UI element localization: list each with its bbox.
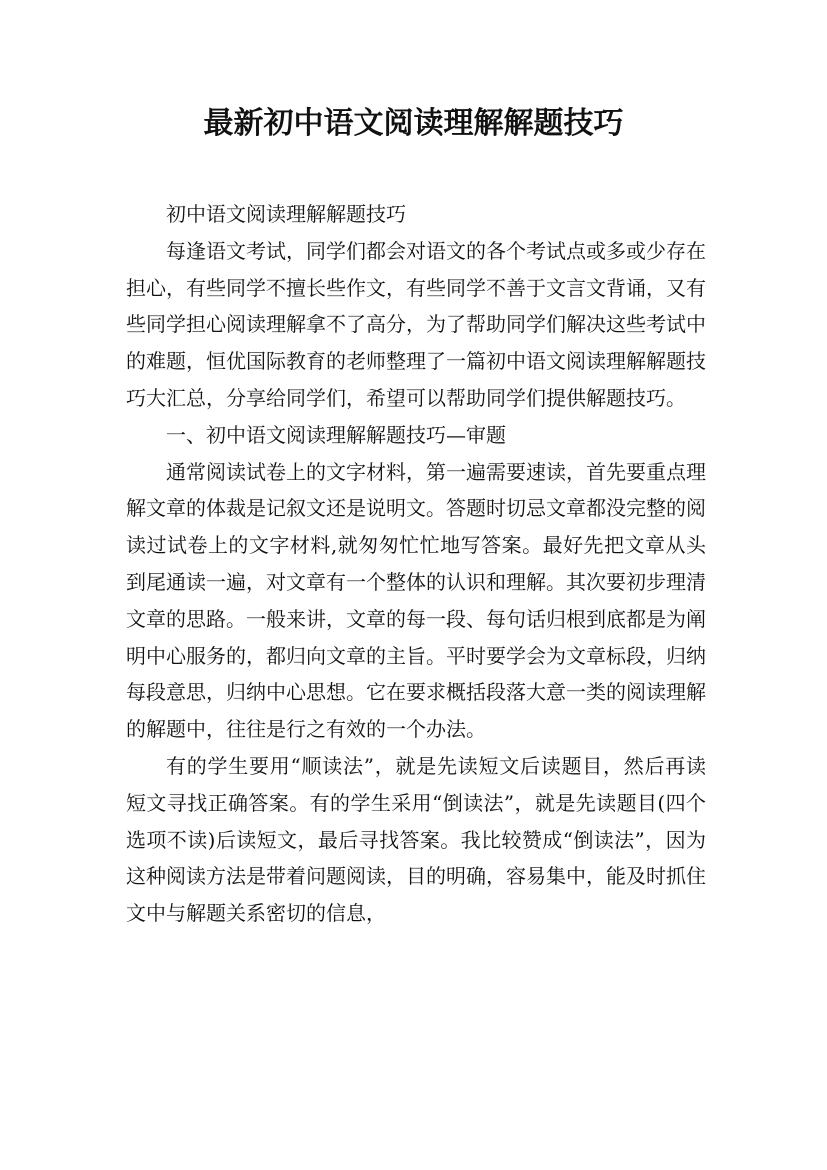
document-body (126, 196, 706, 932)
document-title: 最新初中语文阅读理解解题技巧 (203, 106, 624, 141)
paragraph-subtitle: 初中语文阅读理解解题技巧 (166, 202, 406, 226)
paragraph-reading: 通常阅读试卷上的文字材料，第一遍需要速读，首先要重点理解文章的体裁是记叙文还是说明文。答题时切忌文章都没完整的阅读过试卷上的文字材料,就匆匆忙忙地写答案。最好先把文章从头到尾通读一遍，对文章有一个整体的认识和理解。其次要初步理清文章的思路。一般来讲，文章的每一段、每句话归根到底都是为阐明中心服务的，都归向文章的主旨。平时要学会为文章标段，归纳每段意思，归纳中心思想。它在要求概括段落大意一类的阅读理解的解题中，往往是行之有效的一个办法。 (126, 459, 706, 742)
paragraph-methods: 有的学生要用“顺读法”，就是先读短文后读题目，然后再读短文寻找正确答案。有的学生采用“倒读法”，就是先读题目(四个选项不读)后读短文，最后寻找答案。我比较赞成“倒读法”，因为这种阅读方法是带着问题阅读，目的明确，容易集中，能及时抓住文中与解题关系密切的信息， (126, 753, 706, 926)
paragraph-intro: 每逢语文考试，同学们都会对语文的各个考试点或多或少存在担心，有些同学不擅长些作文，有些同学不善于文言文背诵，又有些同学担心阅读理解拿不了高分，为了帮助同学们解决这些考试中的难题，恒优国际教育的老师整理了一篇初中语文阅读理解解题技巧大汇总，分享给同学们，希望可以帮助同学们提供解题技巧。 (126, 238, 706, 410)
section-heading-1: 一、初中语文阅读理解解题技巧—审题 (166, 422, 506, 447)
